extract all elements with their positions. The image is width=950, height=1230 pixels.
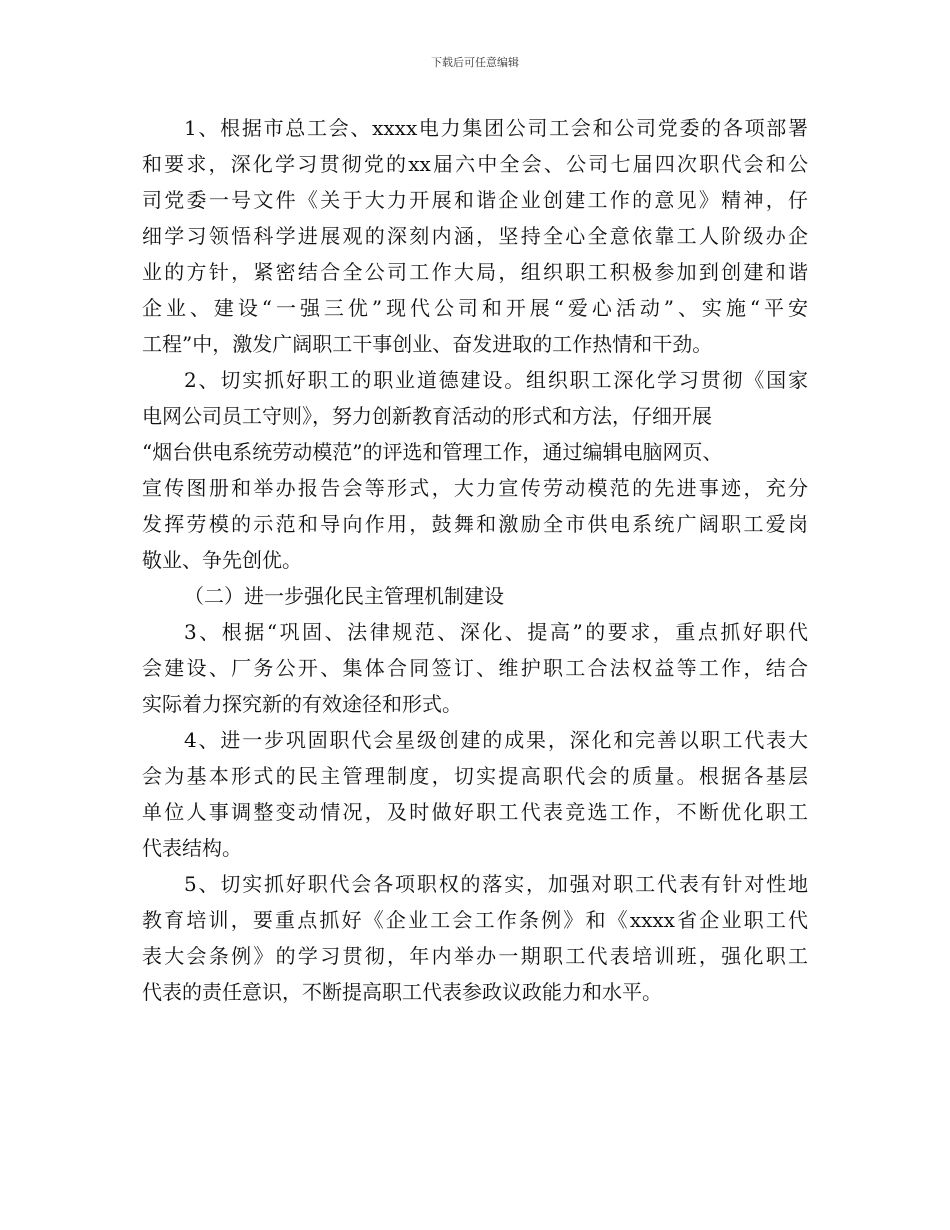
text-line: 2、切实抓好职工的职业道德建设。组织职工深化学习贯彻《国家 [184,368,808,392]
text-line: 会为基本形式的民主管理制度，切实提高职代会的质量。根据各基层 [142,764,808,788]
page-header: 下载后可任意编辑 [431,56,519,69]
document-body [142,110,808,1010]
text-line: “烟台供电系统劳动模范”的评选和管理工作，通过编辑电脑网页、 [142,440,723,464]
text-line: 敬业、争先创优。 [142,548,302,572]
text-line: 企业、建设“一强三优”现代公司和开展“爱心活动”、实施“平安 [142,296,808,320]
text-line: 细学习领悟科学进展观的深刻内涵，坚持全心全意依靠工人阶级办企 [142,224,808,248]
text-line: 宣传图册和举办报告会等形式，大力宣传劳动模范的先进事迹，充分 [142,476,808,500]
text-line: 会建设、厂务公开、集体合同签订、维护职工合法权益等工作，结合 [142,656,808,680]
text-line: 代表的责任意识，不断提高职工代表参政议政能力和水平。 [142,980,662,1004]
text-line: 工程”中，激发广阔职工干事创业、奋发进取的工作热情和干劲。 [142,332,713,356]
text-line: 教育培训，要重点抓好《企业工会工作条例》和《xxxx省企业职工代 [142,908,808,932]
text-line: 业的方针，紧密结合全公司工作大局，组织职工积极参加到创建和谐 [142,260,808,284]
text-line: 实际着力探究新的有效途径和形式。 [142,692,462,716]
text-line: 3、根据“巩固、法律规范、深化、提高”的要求，重点抓好职代 [184,620,808,644]
text-line: 司党委一号文件《关于大力开展和谐企业创建工作的意见》精神，仔 [142,188,808,212]
text-line: 发挥劳模的示范和导向作用，鼓舞和激励全市供电系统广阔职工爱岗 [142,512,808,536]
text-line: 1、根据市总工会、xxxx电力集团公司工会和公司党委的各项部署 [184,116,808,140]
text-line: 电网公司员工守则》，努力创新教育活动的形式和方法，仔细开展 [142,404,712,428]
text-line: 5、切实抓好职代会各项职权的落实，加强对职工代表有针对性地 [184,872,808,896]
text-line: 代表结构。 [142,836,242,860]
text-line: （二）进一步强化民主管理机制建设 [184,584,504,608]
text-line: 和要求，深化学习贯彻党的xx届六中全会、公司七届四次职代会和公 [142,152,808,176]
text-line: 单位人事调整变动情况，及时做好职工代表竞选工作，不断优化职工 [142,800,808,824]
text-line: 表大会条例》的学习贯彻，年内举办一期职工代表培训班，强化职工 [142,944,808,968]
text-line: 4、进一步巩固职代会星级创建的成果，深化和完善以职工代表大 [184,728,808,752]
